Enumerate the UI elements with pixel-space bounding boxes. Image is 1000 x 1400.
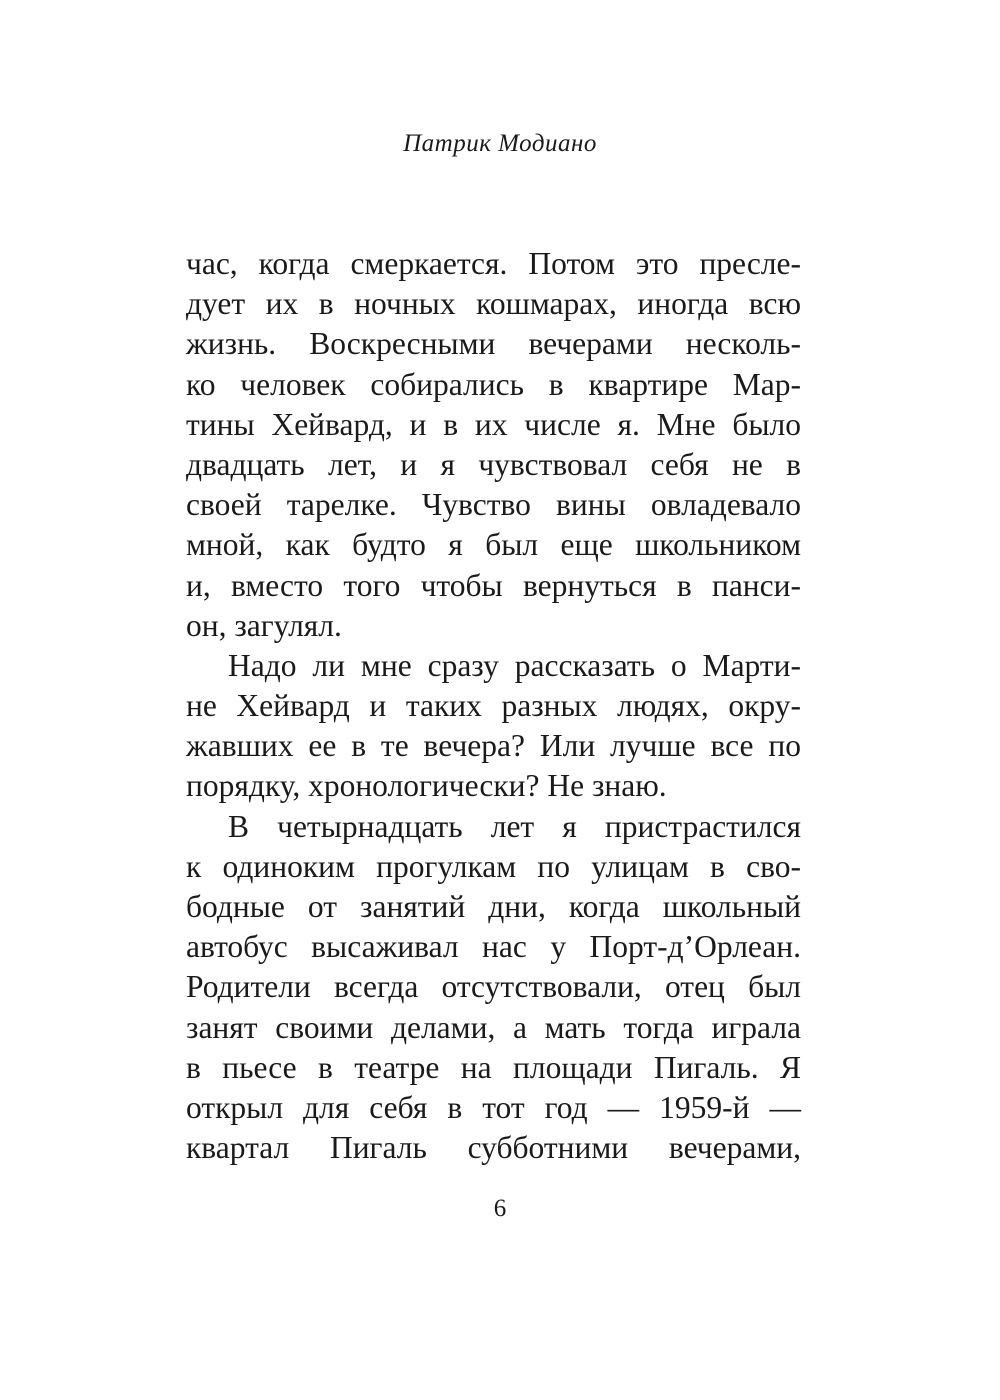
text-line: порядку, хронологически? Не знаю. — [186, 768, 667, 804]
running-head-author: Патрик Модиано — [403, 130, 597, 157]
text-line: квартал Пигаль субботними вечерами, — [186, 1130, 801, 1166]
text-line: В четырнадцать лет я пристрастился — [228, 808, 801, 844]
text-line: не Хейвард и таких разных людях, окру- — [186, 688, 801, 724]
text-line: к одиноким прогулкам по улицам в сво- — [186, 848, 801, 884]
page-number: 6 — [493, 1195, 507, 1222]
text-line: открыл для себя в тот год — 1959-й — — [186, 1089, 801, 1125]
text-line: час, когда смеркается. Потом это пресле- — [186, 246, 801, 281]
body-text — [186, 244, 801, 1168]
text-line: занят своими делами, а мать тогда играла — [186, 1009, 801, 1045]
text-line: тины Хейвард, и в их числе я. Мне было — [186, 406, 801, 442]
text-line: автобус высаживал нас у Порт-д’Орлеан. — [186, 929, 801, 965]
text-line: жавших ее в те вечера? Или лучше все по — [186, 728, 801, 764]
text-line: Надо ли мне сразу рассказать о Марти- — [228, 647, 801, 683]
text-line: в пьесе в театре на площади Пигаль. Я — [186, 1049, 801, 1085]
text-line: двадцать лет, и я чувствовал себя не в — [186, 446, 801, 482]
text-line: он, загулял. — [186, 607, 342, 643]
text-line: жизнь. Воскресными вечерами несколь- — [186, 326, 801, 362]
text-line: дует их в ночных кошмарах, иногда всю — [186, 286, 801, 322]
text-line: своей тарелке. Чувство вины овладевало — [186, 487, 801, 523]
text-line: бодные от занятий дни, когда школьный — [186, 889, 801, 924]
text-line: Родители всегда отсутствовали, отец был — [186, 969, 801, 1005]
text-line: ко человек собирались в квартире Мар- — [186, 366, 801, 402]
text-line: мной, как будто я был еще школьником — [186, 527, 801, 563]
text-line: и, вместо того чтобы вернуться в панси- — [186, 567, 801, 603]
